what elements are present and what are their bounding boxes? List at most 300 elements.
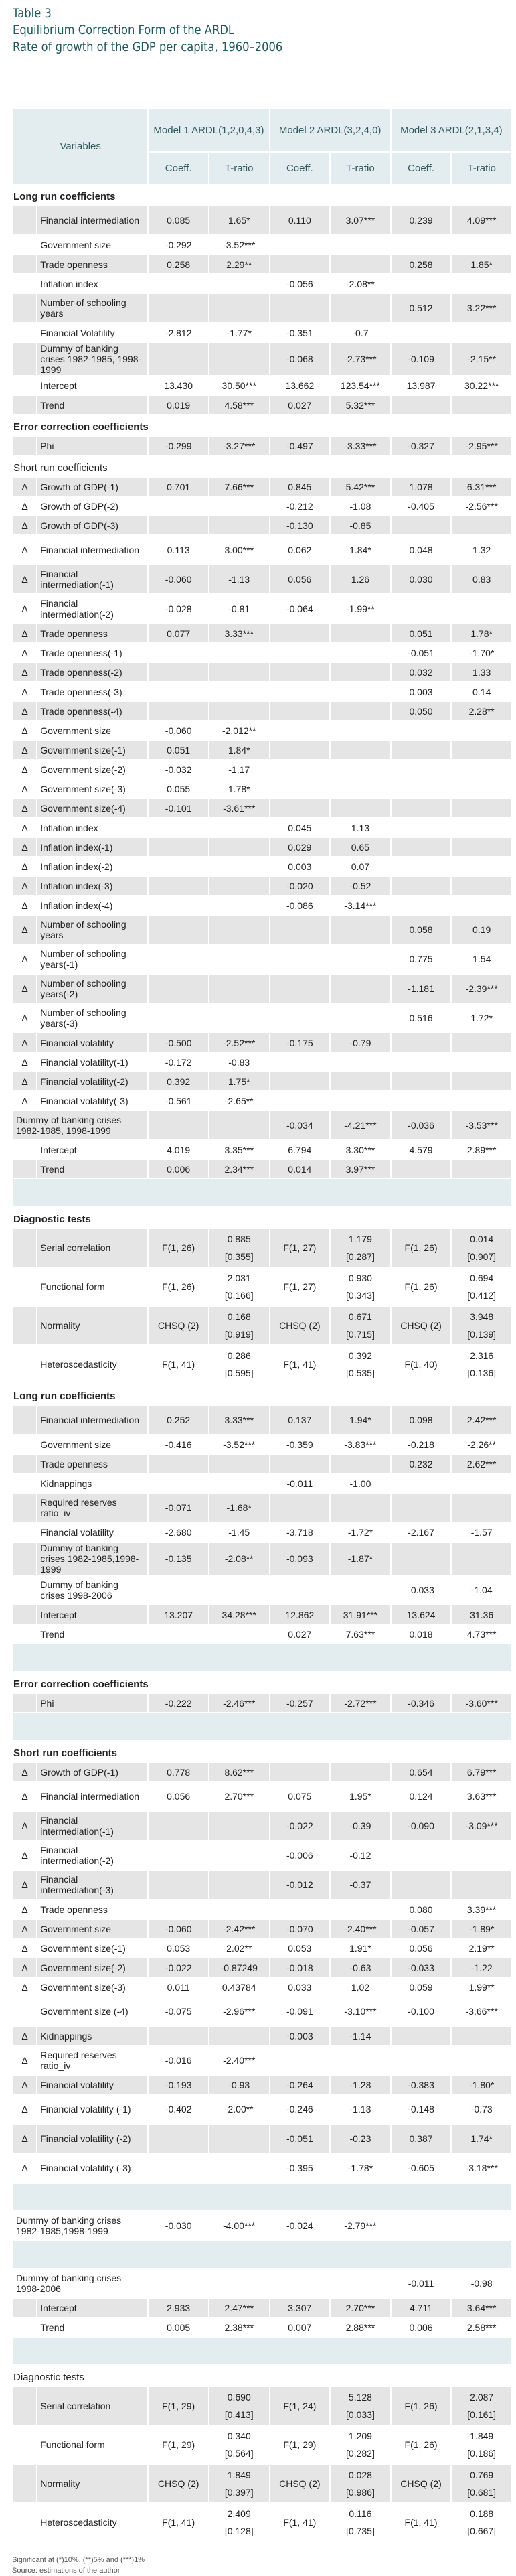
coeff-cell: 0.113 (167, 545, 190, 555)
empty-cell (13, 2387, 36, 2425)
delta-symbol: Δ (21, 1791, 28, 1802)
t-ratio-cell: -0.73 (470, 2104, 493, 2115)
row-label: Financial intermediation (37, 206, 147, 234)
t-ratio-cell (331, 644, 390, 662)
table-row (13, 1474, 511, 1492)
t-ratio-cell (209, 1625, 269, 1643)
t-ratio-cell (209, 644, 269, 662)
section-heading-row (13, 1672, 511, 1693)
coeff-cell (270, 663, 330, 681)
row-label: Government size(-3) (40, 1981, 126, 1993)
p-value: [0.355] (224, 1251, 254, 1262)
test-value-cell (452, 2504, 511, 2541)
coeff-cell (270, 1092, 330, 1110)
t-ratio-cell (209, 702, 269, 720)
empty-cell (13, 437, 36, 455)
section-heading: Long run coefficients (13, 190, 116, 202)
t-ratio-cell (452, 857, 511, 875)
test-value-cell (452, 1307, 511, 1344)
t-ratio-cell (209, 818, 269, 837)
t-ratio-cell (331, 2269, 390, 2297)
table-row (13, 624, 511, 642)
t-ratio-cell: -1.22 (452, 1958, 511, 1977)
coeff-cell: 6.794 (288, 1144, 312, 1155)
coeff-cell: -0.018 (270, 1958, 330, 1977)
empty-cell (13, 1474, 36, 1492)
t-ratio-cell (209, 1004, 269, 1032)
delta-symbol: Δ (13, 478, 36, 496)
table-row (13, 741, 511, 759)
coeff-cell: 0.701 (149, 478, 208, 496)
p-value: [0.161] (467, 2409, 497, 2420)
coeff-cell: -0.028 (165, 603, 192, 614)
table-header (13, 109, 511, 184)
coeff-cell: 13.987 (406, 380, 436, 391)
table-row (13, 324, 511, 342)
coeff-cell (392, 1841, 451, 1869)
coeff-cell: 13.207 (149, 1605, 208, 1624)
p-value: [0.986] (346, 2487, 375, 2498)
t-ratio-cell: -3.27*** (209, 437, 269, 455)
test-value-cell (452, 1346, 511, 1383)
coeff-cell: 0.053 (288, 1942, 312, 1954)
table-row (13, 2046, 511, 2074)
t-ratio-cell: -3.52*** (223, 1439, 256, 1450)
test-value: 0.014 (470, 1234, 494, 1244)
delta-symbol: Δ (21, 2163, 28, 2173)
table-row (13, 275, 511, 293)
coeff-cell: -0.030 (165, 2220, 192, 2231)
coeff-cell: -0.022 (149, 1958, 208, 1977)
t-ratio-cell: -2.00** (224, 2104, 254, 2115)
coeff-cell: -0.024 (286, 2220, 313, 2231)
table-row (13, 1625, 511, 1643)
t-ratio-cell: 6.79*** (452, 1763, 511, 1781)
coeff-cell: -2.680 (165, 1526, 192, 1538)
coeff-cell (392, 760, 451, 778)
section-heading: Long run coefficients (13, 1390, 116, 1402)
coeff-cell: 0.845 (270, 478, 330, 496)
t-ratio-cell: -2.65** (224, 1095, 254, 1106)
coeff-cell: 0.055 (167, 783, 191, 794)
delta-symbol: Δ (13, 663, 36, 681)
t-ratio-cell (331, 1455, 390, 1473)
row-label: Financial intermediation(-1) (37, 1812, 147, 1840)
coeff-cell: -0.101 (149, 799, 208, 817)
delta-symbol: Δ (21, 1095, 28, 1106)
empty-cell (13, 236, 36, 254)
delta-symbol: Δ (13, 2076, 36, 2094)
model-3-header: Model 3 ARDL(2,1,3,4) (392, 109, 511, 151)
empty-cell (13, 2504, 36, 2541)
delta-symbol: Δ (13, 975, 36, 1003)
coeff-cell: 0.098 (392, 1406, 451, 1434)
t-ratio-cell (452, 780, 511, 798)
t-ratio-cell: 123.54*** (340, 380, 381, 391)
coeff-cell: -0.109 (392, 343, 451, 375)
delta-symbol: Δ (13, 516, 36, 534)
t-ratio-cell (452, 324, 511, 342)
coeff-cell (392, 799, 451, 817)
t-ratio-cell: -2.52*** (209, 1033, 269, 1052)
table-notes (12, 2555, 513, 2576)
table-row (13, 1092, 511, 1110)
coeff-cell: -0.346 (392, 1694, 451, 1712)
p-value: [0.564] (224, 2448, 254, 2459)
coeff-cell: -0.222 (149, 1694, 208, 1712)
row-label: Trend (40, 2321, 65, 2333)
p-value: [0.681] (467, 2487, 497, 2498)
row-label: Financial volatility (37, 1033, 147, 1052)
coeff-cell: -0.500 (149, 1033, 208, 1052)
row-label: Kidnappings (37, 2027, 147, 2045)
t-ratio-cell (331, 721, 390, 739)
coeff-cell: 0.027 (288, 1628, 312, 1640)
row-label: Dummy of banking crises 1998-2006 (40, 1579, 118, 1601)
coeff-cell (392, 324, 451, 342)
table-row (13, 595, 511, 623)
table-row (13, 1072, 511, 1090)
row-label: Number of schooling years(-1) (40, 948, 126, 970)
coeff-cell (392, 595, 451, 623)
t-ratio-cell (331, 1900, 390, 1918)
coeff-cell: -0.060 (149, 565, 208, 593)
spacer-band (13, 2338, 511, 2364)
t-ratio-cell (331, 255, 390, 273)
test-value-cell (331, 2426, 390, 2463)
table-row (13, 1605, 511, 1624)
delta-symbol: Δ (21, 1981, 28, 1993)
test-statistic-cell (270, 2426, 330, 2463)
p-value: [0.907] (467, 1251, 497, 1262)
table-row (13, 916, 511, 944)
empty-cell (13, 1435, 36, 1453)
table-row (13, 1812, 511, 1840)
t-ratio-cell: 8.62*** (209, 1763, 269, 1781)
delta-symbol: Δ (13, 624, 36, 642)
coeff-cell: -0.011 (408, 2278, 434, 2289)
coeff-cell (149, 1111, 208, 1139)
empty-cell (13, 1307, 36, 1344)
coeff-cell (392, 721, 451, 739)
delta-symbol: Δ (21, 2055, 28, 2066)
coeff-cell: 0.051 (392, 624, 451, 642)
tratio-header: T-ratio (452, 153, 511, 184)
test-statistic: F(1, 40) (404, 1358, 438, 1370)
test-value: 0.286 (227, 1350, 251, 1361)
t-ratio-cell (209, 916, 269, 944)
t-ratio-cell: -3.53*** (452, 1111, 511, 1139)
t-ratio-cell (331, 1092, 390, 1110)
test-value: 1.849 (227, 2470, 251, 2480)
table-row (13, 497, 511, 515)
test-value: 0.930 (348, 1273, 372, 1283)
test-value-cell (209, 2387, 269, 2425)
t-ratio-cell (452, 1160, 511, 1178)
diagnostic-label: Serial correlation (37, 1229, 147, 1267)
coeff-cell: -0.012 (270, 1871, 330, 1899)
delta-symbol: Δ (13, 1958, 36, 1977)
p-value: [0.595] (224, 1368, 254, 1378)
coeff-cell: -0.383 (392, 2076, 451, 2094)
coeff-cell: 13.624 (392, 1605, 451, 1624)
coeff-cell: -0.395 (286, 2163, 313, 2173)
row-label: Number of schooling years (37, 916, 147, 944)
coeff-cell (149, 838, 208, 856)
t-ratio-cell: 1.54 (472, 954, 491, 964)
t-ratio-cell: 30.22*** (464, 380, 499, 391)
p-value: [0.166] (224, 1290, 254, 1301)
t-ratio-cell: 1.74* (452, 2125, 511, 2153)
coeff-cell: 3.307 (270, 2299, 330, 2317)
table-row (13, 1978, 511, 1996)
spacer-band (13, 2184, 511, 2210)
empty-cell (13, 396, 36, 414)
table-row (13, 294, 511, 322)
t-ratio-cell: 0.83 (452, 565, 511, 593)
coeff-cell (270, 1576, 330, 1604)
coeff-cell: 0.387 (392, 2125, 451, 2153)
coeff-cell (149, 945, 208, 973)
t-ratio-cell (452, 1072, 511, 1090)
coeff-cell: 0.392 (149, 1072, 208, 1090)
t-ratio-cell: 0.43784 (222, 1981, 256, 1993)
coeff-cell: 0.007 (288, 2321, 312, 2333)
table-row (13, 857, 511, 875)
t-ratio-cell: -2.08** (346, 278, 375, 289)
t-ratio-cell: 30.50*** (222, 380, 256, 391)
t-ratio-cell: 2.88*** (345, 2321, 375, 2333)
t-ratio-cell: 1.94* (331, 1406, 390, 1434)
empty-cell (13, 324, 36, 342)
test-value-cell (209, 2465, 269, 2502)
coeff-cell: -0.011 (286, 1478, 313, 1489)
tratio-header: T-ratio (331, 153, 390, 184)
table-row (13, 1871, 511, 1899)
table-row (13, 343, 511, 375)
test-statistic-cell (149, 1307, 208, 1344)
table-row (13, 683, 511, 701)
diagnostic-row (13, 1268, 511, 1305)
coeff-cell (270, 683, 330, 701)
t-ratio-cell: 1.95* (349, 1791, 371, 1802)
coeff-cell: 0.080 (409, 1904, 433, 1915)
row-label: Intercept (40, 1144, 77, 1155)
row-label: Financial volatility(-3) (40, 1095, 128, 1106)
t-ratio-cell (452, 741, 511, 759)
t-ratio-cell (452, 1841, 511, 1869)
coeff-cell: -0.175 (270, 1033, 330, 1052)
table-row (13, 1920, 511, 1938)
table-row (13, 896, 511, 914)
t-ratio-cell (331, 975, 390, 1003)
coeff-cell (392, 2212, 451, 2240)
row-label: Trend (37, 1160, 147, 1178)
coeff-cell: 0.029 (270, 838, 330, 856)
row-label: Growth of GDP(-1) (37, 478, 147, 496)
table-row (13, 437, 511, 455)
coeff-cell (270, 644, 330, 662)
test-value-cell (331, 1268, 390, 1305)
coeff-cell: 0.056 (409, 1942, 433, 1954)
section-heading-row (13, 1208, 511, 1228)
t-ratio-cell (209, 896, 269, 914)
empty-cell (13, 1406, 36, 1434)
t-ratio-cell: -1.13 (209, 565, 269, 593)
t-ratio-cell: -1.89* (452, 1920, 511, 1938)
coeff-cell (270, 1900, 330, 1918)
spacer-row (13, 2241, 511, 2268)
row-label: Government size(-4) (37, 799, 147, 817)
coeff-cell: -0.218 (408, 1439, 434, 1450)
t-ratio-cell (209, 1576, 269, 1604)
coeff-cell: -0.090 (392, 1812, 451, 1840)
diagnostic-label: Heteroscedasticity (40, 2517, 117, 2528)
empty-cell (13, 1523, 36, 1541)
coeff-cell: 0.239 (392, 206, 451, 234)
delta-symbol: Δ (13, 1763, 36, 1781)
coeff-cell (270, 799, 330, 817)
test-statistic-cell (270, 1268, 330, 1305)
results-table (12, 107, 513, 2543)
row-label: Financial volatility (-2) (37, 2125, 147, 2153)
test-statistic-cell (270, 1346, 330, 1383)
t-ratio-cell: 2.47*** (209, 2299, 269, 2317)
coeff-cell: 0.124 (409, 1791, 433, 1802)
t-ratio-cell: -2.08** (209, 1543, 269, 1575)
coeff-cell (149, 497, 208, 515)
coeff-cell: 0.258 (392, 255, 451, 273)
t-ratio-cell: 2.42*** (452, 1406, 511, 1434)
t-ratio-cell: -2.95*** (452, 437, 511, 455)
t-ratio-cell: 2.89*** (466, 1144, 497, 1155)
t-ratio-cell: -2.012** (222, 725, 256, 736)
t-ratio-cell: 3.64*** (452, 2299, 511, 2317)
table-row (13, 1939, 511, 1957)
t-ratio-cell: 0.19 (452, 916, 511, 944)
t-ratio-cell (209, 516, 269, 534)
delta-symbol: Δ (13, 741, 36, 759)
coeff-cell: 0.110 (270, 206, 330, 234)
p-value: [0.287] (346, 1251, 375, 1262)
test-statistic: F(1, 26) (404, 1242, 438, 1253)
coeff-cell: 0.512 (392, 294, 451, 322)
delta-symbol: Δ (21, 1850, 28, 1861)
spacer-row (13, 1713, 511, 1740)
coeff-cell (392, 1160, 451, 1178)
test-value: 0.116 (349, 2508, 372, 2519)
spacer-row (13, 2184, 511, 2210)
t-ratio-cell (331, 1763, 390, 1781)
row-label: Government size(-1) (40, 1942, 126, 1954)
p-value: [0.715] (346, 1329, 375, 1340)
test-value-cell (209, 2504, 269, 2541)
row-label: Financial Volatility (40, 327, 115, 338)
t-ratio-cell (209, 343, 269, 375)
t-ratio-cell: 3.07*** (331, 206, 390, 234)
t-ratio-cell: -2.56*** (465, 500, 498, 512)
table-subheading: Rate of growth of the GDP per capita, 1960–2006 (13, 40, 283, 54)
test-statistic-cell (392, 2426, 451, 2463)
t-ratio-cell (331, 624, 390, 642)
row-label: Financial intermediation(-3) (37, 1871, 147, 1899)
coeff-cell (270, 1763, 330, 1781)
t-ratio-cell (209, 857, 269, 875)
row-label: Dummy of banking crises 1998-2006 (16, 2273, 122, 2294)
coeff-cell (149, 1625, 208, 1643)
t-ratio-cell (331, 1576, 390, 1604)
test-value: 0.340 (227, 2431, 251, 2441)
test-statistic: F(1, 27) (283, 1281, 317, 1292)
table-row (13, 1763, 511, 1781)
t-ratio-cell: 6.31*** (452, 478, 511, 496)
test-value-cell (209, 1268, 269, 1305)
delta-symbol: Δ (13, 838, 36, 856)
coeff-cell (392, 2027, 451, 2045)
coeff-cell: -0.093 (270, 1543, 330, 1575)
row-label: Required reserves ratio_iv (40, 2050, 117, 2071)
coeff-cell (392, 2046, 451, 2074)
coeff-cell: -0.212 (286, 500, 313, 512)
table-row (13, 877, 511, 895)
t-ratio-cell: -1.68* (209, 1494, 269, 1522)
t-ratio-cell: 0.65 (331, 838, 390, 856)
t-ratio-cell: 2.28** (452, 702, 511, 720)
empty-cell (13, 206, 36, 234)
test-value-cell (452, 2387, 511, 2425)
t-ratio-cell (331, 683, 390, 701)
t-ratio-cell: 3.63*** (466, 1791, 497, 1802)
section-heading-row (13, 1384, 511, 1405)
test-statistic: F(1, 29) (162, 2400, 195, 2411)
delta-symbol: Δ (21, 647, 28, 658)
delta-symbol: Δ (13, 565, 36, 593)
t-ratio-cell: -4.00*** (223, 2220, 256, 2231)
delta-symbol: Δ (13, 1920, 36, 1938)
test-statistic: CHSQ (2) (157, 2478, 199, 2489)
t-ratio-cell: 1.75* (209, 1072, 269, 1090)
t-ratio-cell (331, 1053, 390, 1071)
t-ratio-cell (331, 2046, 390, 2074)
diagnostic-label: Serial correlation (37, 2387, 147, 2425)
row-label: Inflation index(-4) (40, 900, 113, 911)
t-ratio-cell: -1.04 (470, 1585, 493, 1595)
delta-symbol: Δ (21, 500, 28, 512)
table-row (13, 2269, 511, 2297)
table-row (13, 1406, 511, 1434)
model-1-header: Model 1 ARDL(1,2,0,4,3) (149, 109, 268, 151)
test-statistic-cell (270, 1229, 330, 1267)
row-label: Government size (-4) (40, 2006, 128, 2017)
row-label: Inflation index(-1) (37, 838, 147, 856)
t-ratio-cell (209, 1812, 269, 1840)
t-ratio-cell (331, 799, 390, 817)
test-value: 2.316 (470, 1350, 494, 1361)
t-ratio-cell: -1.28 (331, 2076, 390, 2094)
t-ratio-cell: -0.87249 (209, 1958, 269, 1977)
t-ratio-cell: 1.84* (209, 741, 269, 759)
empty-cell (13, 2318, 36, 2336)
coeff-cell: 0.027 (270, 396, 330, 414)
t-ratio-cell: -2.72*** (331, 1694, 390, 1712)
coeff-cell (149, 663, 208, 681)
coeff-cell (149, 916, 208, 944)
empty-cell (13, 1605, 36, 1624)
p-value: [0.282] (346, 2448, 375, 2459)
row-label: Trade openness (37, 1455, 147, 1473)
t-ratio-cell: -1.17 (228, 764, 250, 775)
diagnostic-label: Normality (37, 1307, 147, 1344)
